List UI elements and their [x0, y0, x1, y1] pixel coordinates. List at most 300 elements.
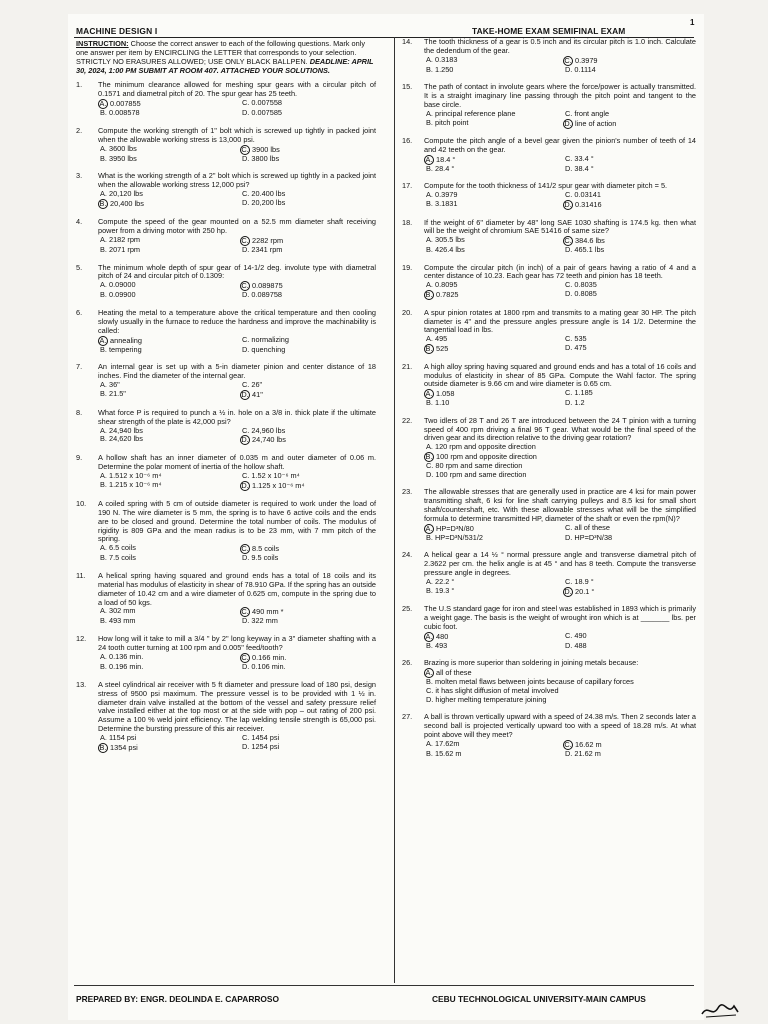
choice-letter: A.: [425, 154, 433, 164]
choice-text: 20,200 lbs: [251, 197, 286, 207]
question-text: If the weight of 6" diameter by 48" long SAE 1030 shafting is 174.5 kg. then what will be the weight of chromium SAE 51416 of same size?: [424, 217, 696, 236]
question-number: 25.: [402, 604, 413, 614]
question-text: A steel cylindrical air receiver with 5 ft diameter and pressure load of 180 psi, design stress of 9500 psi maximum. The pressure vessel is to be provided with 1 ½ in. diameter drain valve installed at the bottom of the vessel and safety pressure relief valve installed either at the top most or at the side with pop – out rating of 200 psi. Assume a 100 % weld joint efficiency. The lap welding tensile strength is 65,000 psi. Determine the bursting pressure of this air receiver.: [98, 679, 376, 734]
right-column: [402, 38, 696, 767]
choice-option[interactable]: [424, 534, 557, 543]
question-text: A spur pinion rotates at 1800 rpm and transmits to a mating gear 30 HP. The pitch diameter is 4" and the pressure angles pressure angle is 14 1/2. Determine the tangential load in lbs.: [424, 307, 696, 335]
answer-choices: [98, 544, 376, 563]
choice-letter: C.: [241, 281, 249, 291]
choice-letter: C.: [565, 576, 573, 586]
choice-option[interactable]: [98, 617, 234, 626]
choice-letter: B.: [100, 388, 107, 398]
question-item: [76, 81, 376, 118]
question-text: An internal gear is set up with a 5-in diameter pinion and center distance of 18 inches. Find the diameter of the internal gear.: [98, 362, 376, 381]
choice-text: 0.3183: [435, 54, 458, 64]
question-item: [76, 572, 376, 626]
choice-text: all of these: [574, 522, 610, 532]
question-number: 24.: [402, 550, 413, 560]
choice-option[interactable]: [240, 427, 376, 436]
prepared-by: PREPARED BY: ENGR. DEOLINDA E. CAPARROSO: [76, 994, 280, 1004]
choice-text: 490 mm *: [252, 607, 284, 617]
question-number: 6.: [76, 308, 83, 318]
choice-text: 20.400 lbs: [251, 189, 286, 199]
choice-letter: A.: [426, 108, 433, 118]
question-number: 19.: [402, 262, 413, 272]
choice-option[interactable]: [424, 200, 557, 210]
choice-text: 493 mm: [109, 616, 136, 626]
question-number: 11.: [76, 571, 86, 581]
choice-option[interactable]: [424, 750, 557, 759]
question-number: 16.: [402, 136, 413, 146]
choice-letter: D.: [565, 163, 573, 173]
choice-letter: B.: [100, 344, 107, 354]
choice-letter: A.: [426, 280, 433, 290]
choice-letter: D.: [241, 435, 249, 445]
choice-text: 475: [574, 343, 587, 353]
choice-letter: D.: [565, 64, 573, 74]
question-text: What is the working strength of a 2" bolt which is screwed up tightly in a packed joint when the allowable working stress 12,000 psi?: [98, 171, 376, 190]
choice-text: front angle: [574, 108, 610, 118]
course-title: MACHINE DESIGN I: [76, 26, 158, 36]
choice-letter: C.: [565, 388, 573, 398]
question-text: A hollow shaft has an inner diameter of 0.035 m and outer diameter of 0.06 m. Determine the polar moment of inertia of the hollow shaft.: [98, 453, 376, 472]
choice-letter: D.: [241, 389, 249, 399]
choice-text: 21.62 m: [574, 748, 601, 758]
choice-text: molten metal flaws between joints because of capillary forces: [435, 676, 634, 686]
choice-text: 1.185: [574, 388, 593, 398]
choice-encircled[interactable]: [563, 119, 696, 129]
choice-text: 465.1 lbs: [574, 245, 605, 255]
choice-encircled[interactable]: [98, 199, 234, 209]
choice-text: 24,740 lbs: [252, 435, 286, 445]
answer-choices: [424, 524, 696, 543]
choice-option[interactable]: [424, 642, 557, 651]
question-item: [402, 488, 696, 542]
choice-letter: B.: [426, 585, 433, 595]
left-column: [76, 38, 376, 762]
choice-letter: A.: [426, 190, 433, 200]
choice-text: 2341 rpm: [251, 244, 283, 254]
choice-letter: D.: [565, 748, 573, 758]
choice-text: 1.10: [435, 398, 450, 408]
choice-letter: D.: [565, 245, 573, 255]
choice-text: 0.007855: [110, 99, 141, 109]
question-number: 9.: [76, 453, 83, 463]
choice-letter: C.: [242, 189, 250, 199]
question-number: 26.: [402, 658, 413, 668]
choice-text: tempering: [109, 344, 142, 354]
choice-option[interactable]: [240, 346, 376, 355]
choice-text: 100 rpm and same direction: [435, 469, 527, 479]
choice-text: 0.007558: [251, 98, 283, 108]
choice-option[interactable]: [563, 110, 696, 119]
choice-letter: C.: [565, 280, 573, 290]
question-item: [76, 409, 376, 446]
choice-letter: A.: [99, 99, 107, 109]
question-item: [402, 309, 696, 354]
school-name: CEBU TECHNOLOGICAL UNIVERSITY-MAIN CAMPUS: [432, 994, 646, 1004]
choice-letter: B.: [426, 198, 433, 208]
answer-choices: [424, 191, 696, 210]
choice-letter: C.: [242, 380, 250, 390]
question-item: [402, 659, 696, 704]
choice-letter: D.: [242, 344, 250, 354]
choice-text: 0.03141: [574, 190, 601, 200]
answer-choices: [98, 472, 376, 491]
choice-option[interactable]: [98, 435, 234, 445]
choice-text: 305.5 lbs: [435, 235, 465, 245]
question-number: 22.: [402, 415, 413, 425]
choice-option[interactable]: [563, 290, 696, 300]
choice-text: 80 rpm and same direction: [435, 461, 523, 471]
choice-letter: C.: [565, 630, 573, 640]
choice-text: 2071 rpm: [109, 244, 141, 254]
question-list-right: [402, 38, 696, 758]
footer-rule: [74, 985, 694, 986]
choice-text: 24,960 lbs: [251, 425, 286, 435]
choice-letter: B.: [426, 748, 433, 758]
choice-text: 22.2 °: [435, 576, 455, 586]
choice-text: 0.007585: [251, 108, 283, 118]
choice-text: 3950 lbs: [109, 153, 137, 163]
choice-text: quenching: [251, 344, 286, 354]
question-text: The allowable stresses that are generally used in practice are 4 ksi for main power transmitting shaft, 6 ksi for line shaft carrying pulleys and 8.5 ksi for small short shaft/countershaft, etc. With these allowable stresses what will be the simplified formula to determine transmitted HP, diameter of the shaft or even the rpm(N)?: [424, 487, 696, 523]
choice-text: 18.4 °: [436, 154, 456, 164]
choice-text: 426.4 lbs: [435, 245, 465, 255]
choice-letter: C.: [241, 607, 249, 617]
choice-option[interactable]: [563, 750, 696, 759]
question-number: 3.: [76, 171, 83, 181]
choice-option[interactable]: [424, 443, 696, 452]
choice-option[interactable]: [98, 663, 234, 672]
choice-text: line of action: [575, 118, 617, 128]
choice-text: 20,120 lbs: [109, 189, 143, 199]
choice-text: 0.008578: [109, 108, 140, 118]
choice-option[interactable]: [424, 281, 557, 290]
choice-letter: D.: [242, 553, 250, 563]
question-text: Two idlers of 28 T and 26 T are introduced between the 24 T pinion with a turning speed of 400 rpm driving a final 96 T gear. What would be the final speed of the driven gear and its direction relative to the driving gear rotation?: [424, 415, 696, 443]
choice-option[interactable]: [563, 578, 696, 587]
choice-text: 3900 lbs: [252, 144, 280, 154]
answer-choices: [98, 99, 376, 118]
answer-choices: [98, 190, 376, 209]
choice-text: 16.62 m: [575, 739, 602, 749]
choice-option[interactable]: [563, 399, 696, 408]
question-text: The minimum whole depth of spur gear of 14-1/2 deg. involute type with diametral pitch of 24 and circular pitch of 0.1309:: [98, 262, 376, 281]
question-item: [76, 218, 376, 255]
choice-text: 3800 lbs: [251, 153, 280, 163]
choice-letter: C.: [565, 190, 573, 200]
choice-letter: A.: [100, 189, 107, 199]
choice-letter: C.: [565, 108, 573, 118]
question-number: 15.: [402, 82, 413, 92]
choice-text: 20,400 lbs: [110, 198, 144, 208]
choice-text: 33.4 °: [574, 153, 594, 163]
choice-option[interactable]: [240, 743, 376, 753]
column-divider: [394, 37, 395, 983]
choice-text: pitch point: [435, 117, 469, 127]
choice-encircled[interactable]: [563, 587, 696, 597]
choice-encircled[interactable]: [240, 481, 376, 491]
choice-text: 1.215 x 10⁻⁶ m⁴: [109, 480, 162, 489]
choice-option[interactable]: [98, 291, 234, 300]
choice-encircled[interactable]: [563, 200, 696, 210]
choice-encircled[interactable]: [424, 290, 557, 300]
choice-option[interactable]: [240, 381, 376, 390]
choice-letter: D.: [565, 398, 573, 408]
answer-choices: [98, 734, 376, 753]
choice-text: 21.5": [109, 388, 126, 398]
choice-option[interactable]: [424, 335, 557, 344]
question-item: [402, 137, 696, 174]
choice-option[interactable]: [98, 481, 234, 491]
question-number: 27.: [402, 712, 413, 722]
question-item: [76, 264, 376, 301]
choice-text: 1454 psi: [251, 732, 280, 742]
choice-letter: A.: [100, 543, 107, 553]
question-text: Compute the pitch angle of a bevel gear given the pinion's number of teeth of 14 and 42 teeth on the gear.: [424, 136, 696, 154]
choice-letter: A.: [426, 235, 433, 245]
question-number: 21.: [402, 361, 413, 371]
choice-option[interactable]: [240, 663, 376, 672]
choice-letter: B.: [426, 64, 433, 74]
question-text: A helical spring having squared and ground ends has a total of 18 coils and its material has modulus of elasticity in shear of 78.910 GPa. If the spring has an outside diameter of 10.42 cm and a wire diameter of 0.625 cm, compute in the spring due to a load of 50 kgs.: [98, 571, 376, 607]
choice-letter: D.: [242, 153, 250, 163]
choice-option[interactable]: [240, 246, 376, 255]
question-item: [76, 500, 376, 563]
choice-option[interactable]: [563, 191, 696, 200]
choice-text: 2282 rpm: [252, 235, 284, 245]
choice-option[interactable]: [563, 165, 696, 174]
question-number: 8.: [76, 407, 83, 417]
answer-choices: [98, 607, 376, 626]
choice-letter: D.: [564, 199, 572, 209]
question-number: 23.: [402, 487, 413, 497]
choice-text: 488: [574, 640, 587, 650]
choice-letter: C.: [241, 235, 249, 245]
choice-option[interactable]: [98, 109, 234, 118]
question-number: 10.: [76, 499, 87, 508]
choice-letter: B.: [100, 553, 107, 563]
choice-text: 1.512 x 10⁻⁶ m⁴: [109, 471, 162, 481]
answer-choices: [98, 653, 376, 672]
choice-option[interactable]: [424, 165, 557, 174]
question-text: Brazing is more superior than soldering in joining metals because:: [424, 658, 639, 668]
choice-letter: C.: [426, 461, 434, 471]
answer-choices: [98, 336, 376, 355]
choice-text: 100 rpm and opposite direction: [436, 452, 537, 462]
choice-option[interactable]: [98, 155, 234, 164]
question-item: [76, 681, 376, 753]
answer-choices: [98, 427, 376, 446]
choice-text: HP=D³N/38: [574, 532, 613, 542]
answer-choices: [98, 145, 376, 164]
instruction-label: INSTRUCTION:: [76, 39, 129, 48]
choice-option[interactable]: [240, 109, 376, 118]
choice-text: 2182 rpm: [109, 234, 141, 244]
choice-option[interactable]: [98, 190, 234, 199]
question-text: Compute the working strength of 1" bolt which is screwed up tightly in packed joint when the allowable working stress is 13,000 psi.: [98, 125, 376, 144]
choice-text: 0.09900: [109, 290, 136, 300]
choice-text: 0.8085: [574, 289, 597, 299]
choice-text: 525: [436, 344, 449, 354]
choice-letter: B.: [426, 245, 433, 255]
question-text: Compute the speed of the gear mounted on a 52.5 mm diameter shaft receiving power from a driving motor with 250 hp.: [98, 216, 376, 235]
choice-encircled[interactable]: [424, 344, 557, 354]
question-text: The U.S standard gage for iron and steel was established in 1893 which is primarily a weight gage. The basis is the weight of wrought iron which is at _______ lbs. per cubic foot.: [424, 604, 696, 631]
question-item: [402, 182, 696, 210]
choice-option[interactable]: [424, 246, 557, 255]
choice-text: 19.3 °: [435, 585, 455, 595]
choice-letter: C.: [564, 55, 572, 65]
choice-letter: B.: [425, 344, 433, 354]
choice-letter: D.: [242, 108, 250, 118]
choice-text: 120 rpm and opposite direction: [435, 442, 536, 452]
choice-letter: C.: [242, 334, 250, 344]
choice-option[interactable]: [240, 472, 376, 481]
choice-text: 15.62 m: [435, 748, 462, 758]
choice-letter: C.: [564, 739, 572, 749]
choice-option[interactable]: [563, 642, 696, 651]
choice-text: 0.3979: [435, 190, 458, 200]
choice-letter: A.: [100, 380, 107, 390]
choice-option[interactable]: [240, 155, 376, 164]
choice-text: 0.196 min.: [109, 661, 144, 671]
answer-choices: [424, 668, 696, 705]
choice-letter: D.: [242, 741, 250, 751]
choice-text: 490: [574, 630, 587, 640]
choice-text: 302 mm: [109, 606, 136, 616]
choice-text: 1.058: [436, 389, 455, 399]
choice-text: 38.4 °: [574, 163, 594, 173]
instruction-text: Choose the correct answer to each of the following questions. Mark only one answer per item by ENCIRCLING the LETTER that corresponds to your selection. STRICTLY NO ERASURES ALLOWED; USE ONLY BLACK BALLPEN.: [76, 39, 365, 66]
choice-letter: B.: [100, 290, 107, 300]
choice-letter: D.: [565, 289, 573, 299]
choice-letter: B.: [100, 434, 107, 444]
choice-text: HP=D³N/80: [436, 523, 474, 533]
choice-option[interactable]: [98, 346, 234, 355]
choice-text: 0.106 min.: [251, 661, 286, 671]
question-number: 18.: [402, 217, 413, 227]
choice-text: 1254 psi: [251, 741, 280, 751]
instruction-block: [76, 40, 376, 75]
choice-option[interactable]: [424, 119, 557, 129]
choice-option[interactable]: [98, 734, 234, 743]
choice-text: 1154 psi: [109, 732, 137, 742]
choice-letter: B.: [100, 108, 107, 118]
choice-text: 0.31416: [575, 199, 602, 209]
question-number: 2.: [76, 125, 83, 135]
choice-encircled[interactable]: [98, 743, 234, 753]
choice-text: 480: [436, 631, 449, 641]
answer-choices: [424, 335, 696, 354]
choice-text: 0.089875: [252, 281, 283, 291]
choice-encircled[interactable]: [240, 390, 376, 400]
choice-letter: A.: [100, 651, 107, 661]
choice-text: 535: [574, 334, 587, 344]
choice-text: 41": [252, 389, 263, 399]
choice-text: 9.5 coils: [251, 553, 279, 563]
page-number: 1: [690, 18, 695, 27]
choice-text: 0.8095: [435, 280, 458, 290]
choice-option[interactable]: [424, 66, 557, 75]
exam-title: TAKE-HOME EXAM SEMIFINAL EXAM: [472, 26, 626, 36]
question-text: The path of contact in involute gears where the force/power is actually transmitted. It is a straight imaginary line passing through the pitch point and tangent to the base circle.: [424, 82, 696, 109]
choice-letter: B.: [426, 398, 433, 408]
choice-letter: D.: [242, 244, 250, 254]
choice-option[interactable]: [424, 696, 696, 705]
question-item: [402, 605, 696, 650]
choice-text: 1354 psi: [110, 742, 138, 752]
choice-option[interactable]: [240, 554, 376, 563]
choice-text: 493: [435, 640, 448, 650]
choice-letter: B.: [100, 480, 107, 489]
choice-option[interactable]: [98, 554, 234, 563]
choice-letter: B.: [425, 452, 433, 462]
choice-option[interactable]: [240, 199, 376, 209]
choice-text: 6.5 coils: [109, 543, 136, 553]
choice-option[interactable]: [424, 587, 557, 597]
choice-text: normalizing: [251, 334, 289, 344]
choice-letter: D.: [242, 616, 250, 626]
answer-choices: [424, 281, 696, 300]
choice-letter: A.: [99, 335, 107, 345]
choice-letter: C.: [426, 685, 434, 695]
choice-letter: C.: [564, 236, 572, 246]
choice-text: it has slight diffusion of metal involved: [435, 685, 559, 695]
choice-text: 28.4 °: [435, 163, 455, 173]
choice-option[interactable]: [98, 390, 234, 400]
choice-letter: B.: [100, 244, 107, 254]
signature-mark: [700, 1000, 740, 1020]
choice-encircled[interactable]: [240, 435, 376, 445]
choice-letter: A.: [426, 442, 433, 452]
choice-letter: B.: [426, 117, 433, 127]
choice-option[interactable]: [563, 246, 696, 255]
question-text: How long will it take to mill a 3/4 " by 2" long keyway in a 3" diameter shafting with a 24 tooth cutter turning at 100 rpm and 0.005" feed/tooth?: [98, 634, 376, 653]
choice-option[interactable]: [240, 291, 376, 300]
choice-letter: B.: [426, 676, 433, 686]
choice-text: 384.6 lbs: [575, 236, 605, 246]
choice-letter: D.: [241, 481, 249, 490]
question-item: [76, 363, 376, 400]
choice-text: 1.125 x 10⁻⁶ m⁴: [252, 481, 305, 490]
choice-option[interactable]: [563, 534, 696, 543]
question-number: 12.: [76, 634, 87, 644]
choice-letter: A.: [426, 54, 433, 64]
choice-text: HP=D³N/531/2: [435, 532, 483, 542]
choice-text: 24,620 lbs: [109, 434, 143, 444]
choice-letter: B.: [100, 661, 107, 671]
choice-option[interactable]: [563, 344, 696, 354]
choice-text: 0.166 min.: [252, 652, 287, 662]
choice-option[interactable]: [563, 66, 696, 75]
choice-option[interactable]: [424, 471, 696, 480]
choice-letter: B.: [426, 640, 433, 650]
choice-letter: C.: [565, 334, 573, 344]
choice-text: 0.136 min.: [109, 651, 144, 661]
choice-letter: A.: [426, 738, 433, 748]
choice-letter: A.: [100, 143, 107, 153]
choice-letter: A.: [425, 667, 433, 677]
choice-letter: A.: [100, 280, 107, 290]
choice-text: 17.62m: [435, 738, 460, 748]
choice-option[interactable]: [424, 399, 557, 408]
choice-text: annealing: [110, 335, 142, 345]
choice-letter: D.: [426, 469, 434, 479]
choice-option[interactable]: [240, 617, 376, 626]
choice-option[interactable]: [98, 246, 234, 255]
